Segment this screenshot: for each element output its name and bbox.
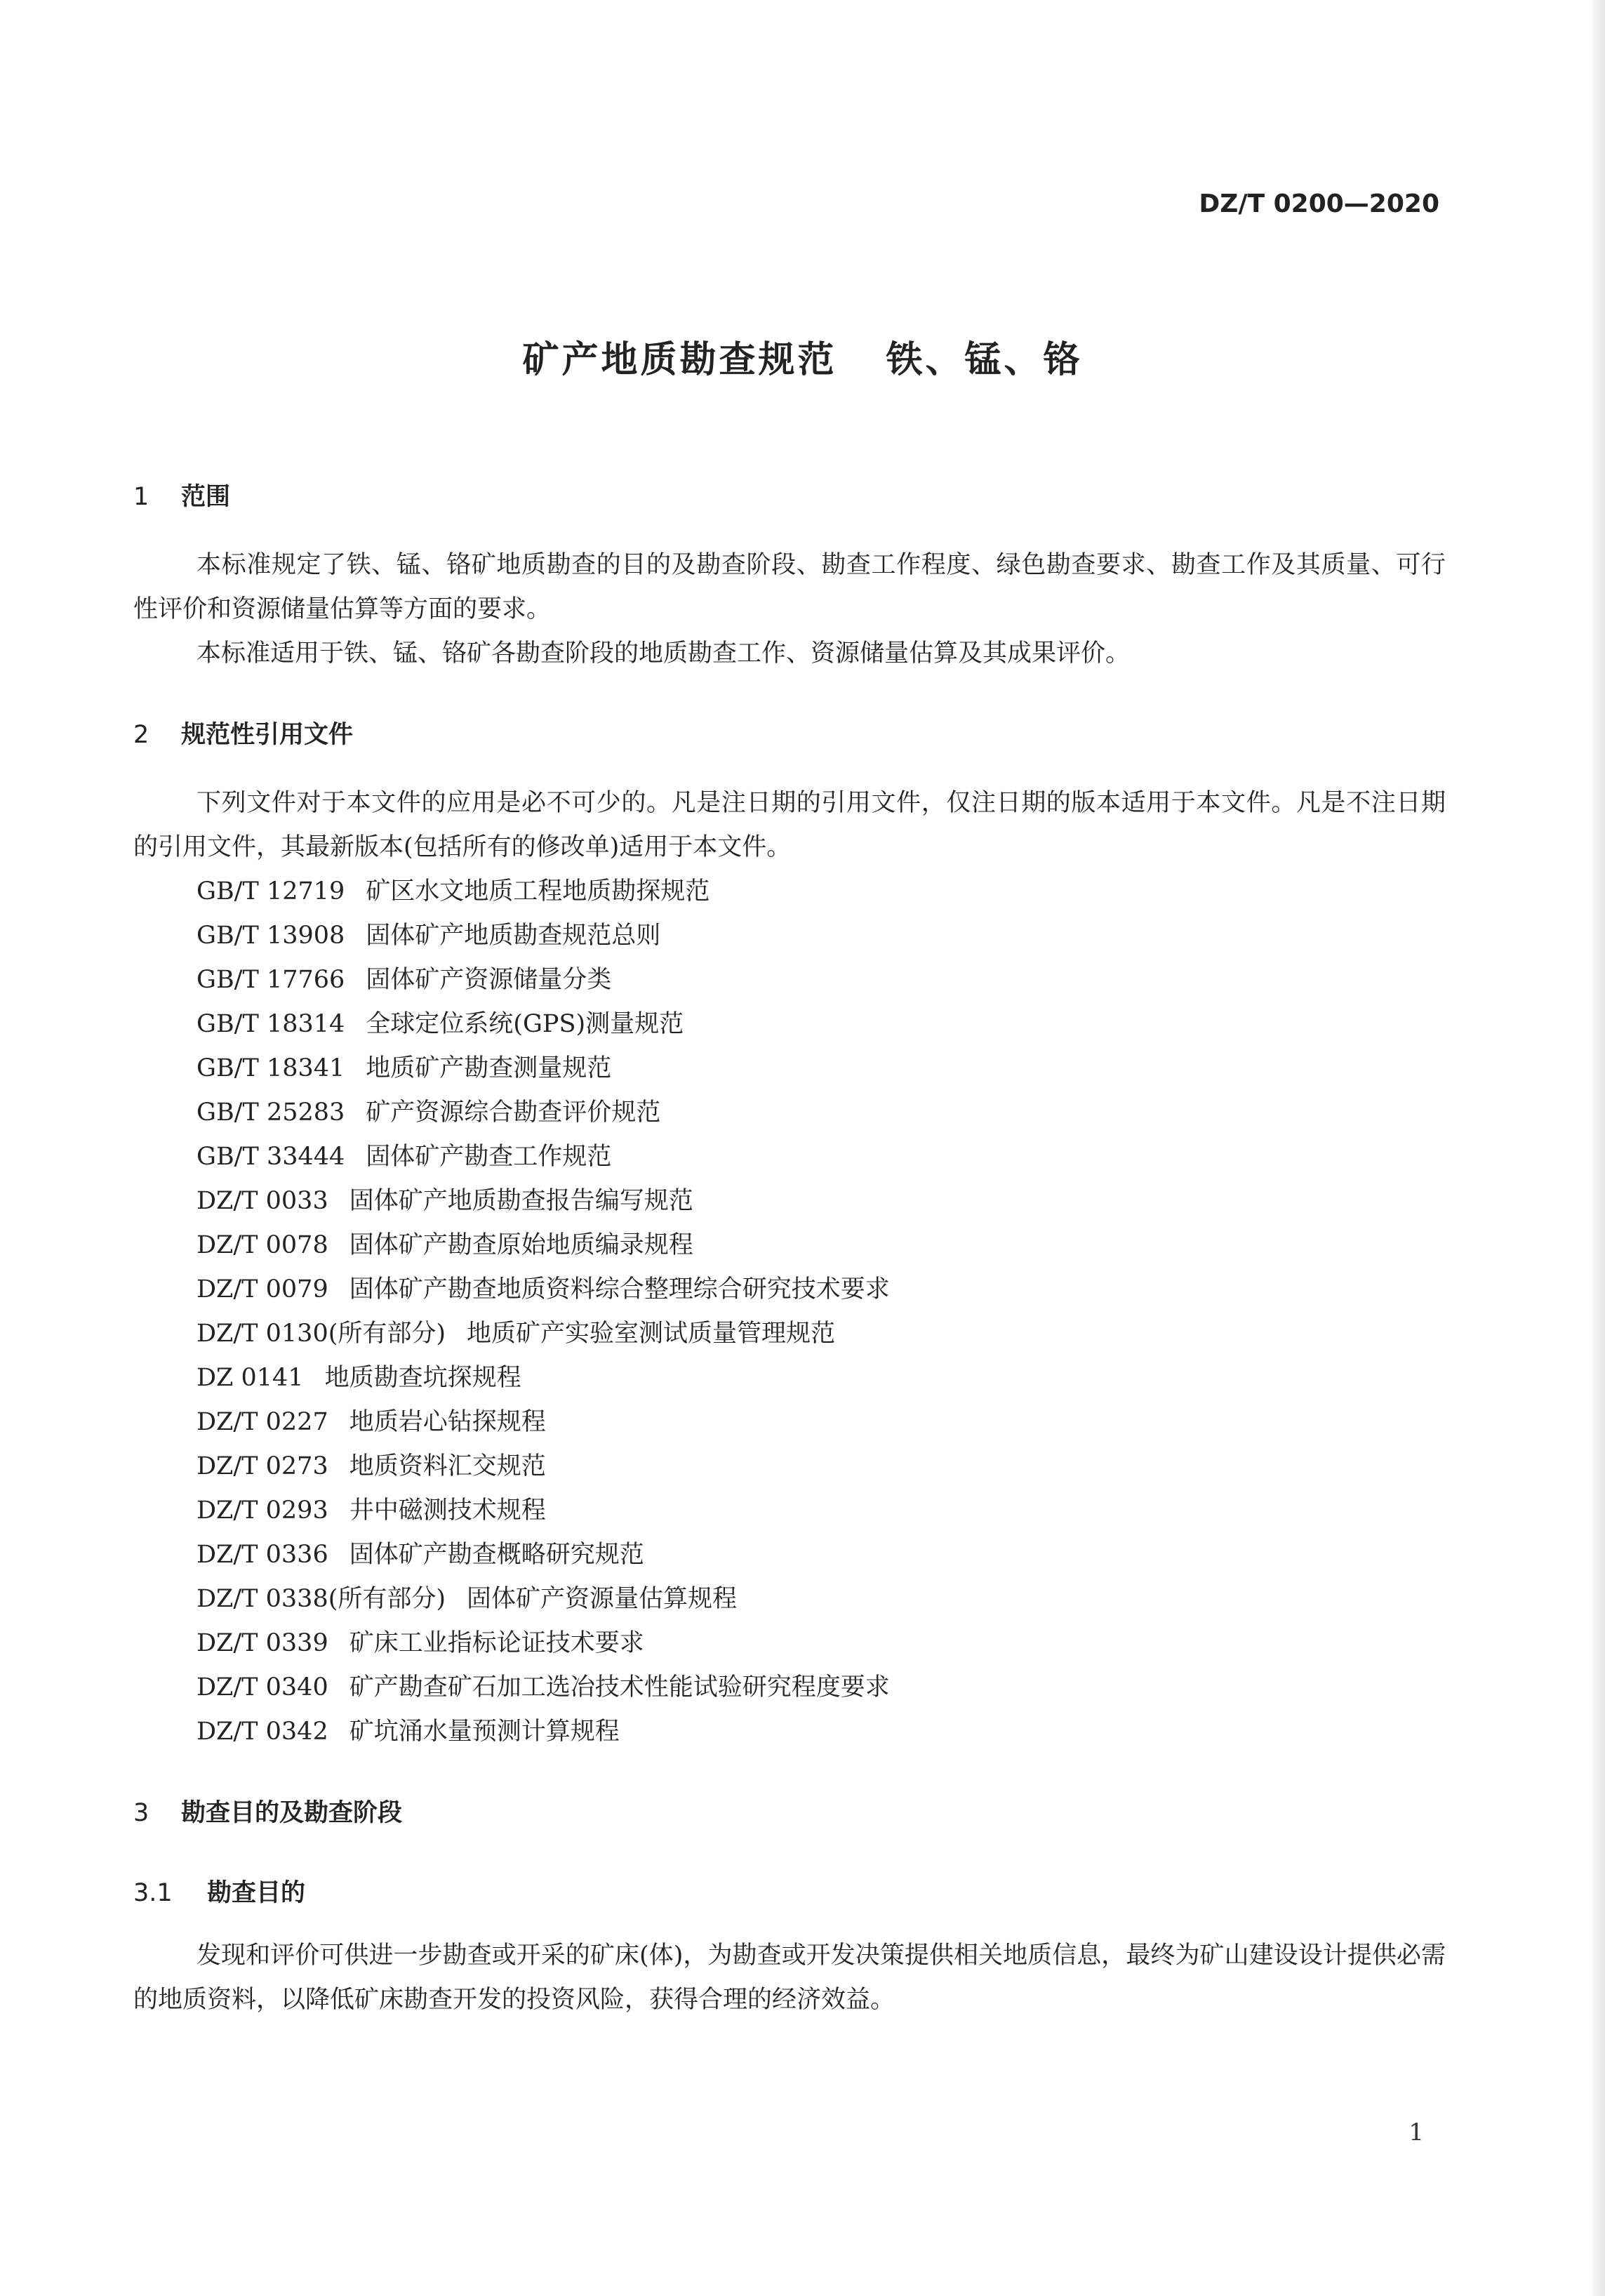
reference-name: 地质矿产实验室测试质量管理规范 [467,1320,836,1348]
reference-code: DZ/T 0130(所有部分) [197,1320,446,1348]
paragraph: 下列文件对于本文件的应用是必不可少的。凡是注日期的引用文件，仅注日期的版本适用于本文件。凡是不注日期的引用文件，其最新版本(包括所有的修改单)适用于本文件。 [133,789,1446,861]
reference-code: DZ/T 0338(所有部分) [197,1585,446,1613]
reference-name: 固体矿产地质勘查报告编写规范 [349,1187,693,1215]
reference-code: GB/T 18314 [197,1010,345,1038]
list-item [133,1710,1446,1754]
reference-list [133,870,1446,1754]
reference-name: 固体矿产资源储量分类 [366,966,612,994]
reference-name: 地质矿产勘查测量规范 [366,1054,612,1082]
reference-code: DZ/T 0342 [197,1718,328,1746]
list-item [133,914,1446,958]
document-body [133,477,1446,2022]
reference-name: 固体矿产勘查地质资料综合整理综合研究技术要求 [349,1275,890,1303]
reference-code: GB/T 13908 [197,922,345,950]
reference-code: GB/T 12719 [197,877,345,905]
reference-code: DZ 0141 [197,1364,304,1392]
paragraph: 发现和评价可供进一步勘查或开采的矿床(体)，为勘查或开发决策提供相关地质信息，最终为矿山建设设计提供必需的地质资料，以降低矿床勘查开发的投资风险，获得合理的经济效益。 [133,1942,1446,2014]
paragraph: 本标准适用于铁、锰、铬矿各勘查阶段的地质勘查工作、资源储量估算及其成果评价。 [197,639,1131,668]
reference-code: DZ/T 0339 [197,1629,328,1657]
section-number: 3 [133,1799,149,1827]
reference-code: DZ/T 0293 [197,1497,328,1525]
list-item [133,1356,1446,1400]
reference-name: 固体矿产资源量估算规程 [467,1585,738,1613]
section-number: 2 [133,721,149,749]
list-item [133,1091,1446,1135]
reference-name: 地质勘查坑探规程 [324,1364,521,1392]
reference-code: DZ/T 0340 [197,1673,328,1701]
reference-name: 矿产资源综合勘查评价规范 [366,1099,661,1127]
section-3-1-heading [133,1873,1446,1909]
list-item [133,1577,1446,1621]
reference-name: 固体矿产勘查概略研究规范 [349,1541,644,1569]
document-title-main: 矿产地质勘查规范 [522,339,837,381]
list-item [133,1400,1446,1445]
list-item [133,1621,1446,1666]
document-title [0,330,1605,383]
list-item [133,1489,1446,1533]
reference-name: 矿产勘查矿石加工选冶技术性能试验研究程度要求 [349,1673,890,1701]
reference-code: DZ/T 0227 [197,1408,328,1436]
reference-name: 固体矿产地质勘查规范总则 [366,922,661,950]
reference-code: DZ/T 0336 [197,1541,328,1569]
reference-code: DZ/T 0078 [197,1231,328,1259]
list-item [133,1312,1446,1356]
reference-code: GB/T 33444 [197,1143,345,1171]
reference-code: GB/T 25283 [197,1099,345,1127]
reference-name: 井中磁测技术规程 [349,1497,546,1525]
reference-code: DZ/T 0033 [197,1187,328,1215]
list-item [133,1047,1446,1091]
reference-name: 矿坑涌水量预测计算规程 [349,1718,620,1746]
list-item [133,1135,1446,1179]
reference-code: GB/T 17766 [197,966,345,994]
section-3-heading [133,1793,1446,1829]
reference-code: GB/T 18341 [197,1054,345,1082]
standard-code: DZ/T 0200—2020 [1199,190,1439,218]
reference-name: 固体矿产勘查原始地质编录规程 [349,1231,693,1259]
reference-name: 矿区水文地质工程地质勘探规范 [366,877,710,905]
list-item [133,1445,1446,1489]
reference-name: 地质岩心钻探规程 [349,1408,546,1436]
page-number: 1 [1408,2118,1424,2146]
list-item [133,1533,1446,1577]
reference-code: DZ/T 0079 [197,1275,328,1303]
section-1-heading [133,477,1446,512]
section-title: 勘查目的及勘查阶段 [181,1799,403,1827]
list-item [133,1666,1446,1710]
list-item [133,1179,1446,1223]
list-item [133,1268,1446,1312]
list-item [133,1002,1446,1047]
list-item [133,1223,1446,1268]
section-2-heading [133,715,1446,750]
reference-name: 矿床工业指标论证技术要求 [349,1629,644,1657]
section-title: 规范性引用文件 [181,721,354,749]
section-number: 1 [133,483,149,511]
section-number: 3.1 [133,1879,173,1907]
paragraph: 本标准规定了铁、锰、铬矿地质勘查的目的及勘查阶段、勘查工作程度、绿色勘查要求、勘查工作及其质量、可行性评价和资源储量估算等方面的要求。 [133,551,1446,623]
section-title: 范围 [181,483,231,511]
document-title-sub: 铁、锰、铬 [886,339,1083,381]
list-item [133,870,1446,914]
reference-name: 全球定位系统(GPS)测量规范 [366,1010,684,1038]
section-title: 勘查目的 [207,1879,306,1907]
reference-name: 地质资料汇交规范 [349,1452,546,1480]
list-item [133,958,1446,1002]
reference-code: DZ/T 0273 [197,1452,328,1480]
reference-name: 固体矿产勘查工作规范 [366,1143,612,1171]
